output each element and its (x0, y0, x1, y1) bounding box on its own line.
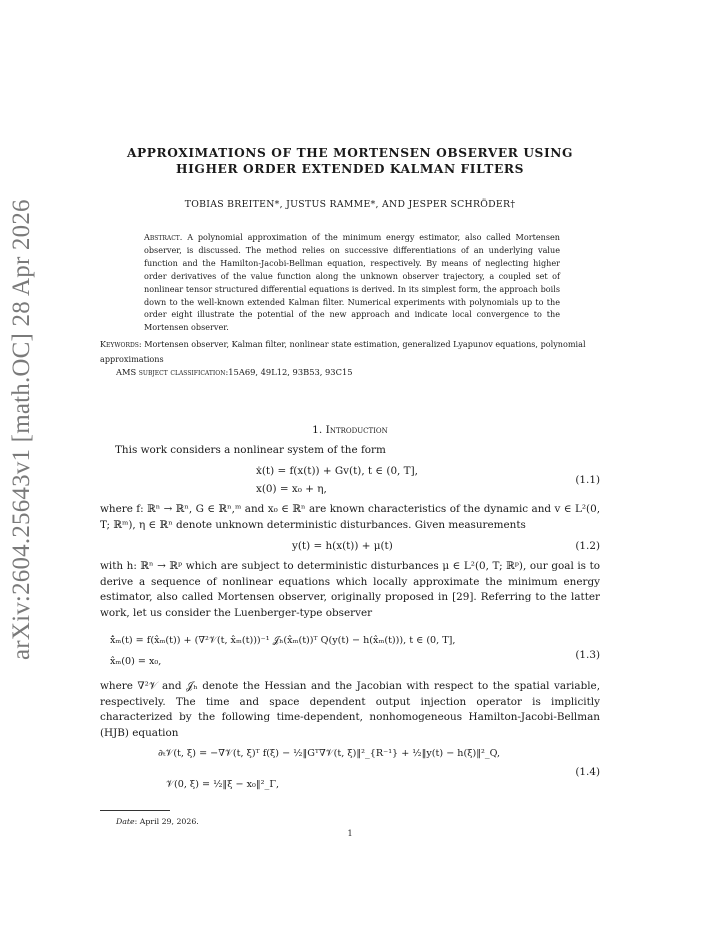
equation-number-1-3: (1.3) (575, 649, 600, 661)
title-line-1: APPROXIMATIONS OF THE MORTENSEN OBSERVER USING (126, 146, 574, 160)
intro-sentence: This work considers a nonlinear system of the form (115, 444, 386, 456)
paragraph-goal: with h: ℝⁿ → ℝᵖ which are subject to deterministic disturbances μ ∈ L²(0, T; ℝᵖ), our goal is to derive a sequence of nonlinear equations which locally approximate the minimum energy estimator, also called Mortensen observer, originally proposed in [29]. Referring to the latter work, let us consider the Luenberger-type observer (100, 560, 600, 619)
equation-number-1-1: (1.1) (575, 474, 600, 486)
equation-number-1-4: (1.4) (575, 766, 600, 778)
arxiv-identifier-stamp: arXiv:2604.25643v1 [math.OC] 28 Apr 2026 (8, 199, 35, 660)
title-line-2: HIGHER ORDER EXTENDED KALMAN FILTERS (176, 162, 524, 176)
equation-1-3-line-1: x̂̇ₘ(t) = f(x̂ₘ(t)) + (∇²𝒱(t, x̂ₘ(t)))⁻¹ 𝒥ₕ(x̂ₘ(t))ᵀ Q(y(t) − h(x̂ₘ(t))), t ∈ (0, T], (110, 635, 456, 646)
abstract-label: Abstract. (144, 232, 183, 242)
author-list: TOBIAS BREITEN*, JUSTUS RAMME*, AND JESPER SCHRÖDER† (184, 199, 516, 210)
ams-text: 15A69, 49L12, 93B53, 93C15 (228, 367, 353, 377)
equation-1-4-line-1: ∂ₜ𝒱(t, ξ) = −∇𝒱(t, ξ)ᵀ f(ξ) − ½‖Gᵀ∇𝒱(t, ξ)‖²_{R⁻¹} + ½‖y(t) − h(ξ)‖²_Q, (158, 748, 501, 759)
equation-1-1-line-2: x(0) = x₀ + η, (256, 483, 327, 495)
equation-number-1-2: (1.2) (575, 540, 600, 552)
paragraph-system-description: where f: ℝⁿ → ℝⁿ, G ∈ ℝⁿ,ᵐ and x₀ ∈ ℝⁿ are known characteristics of the dynamic and v ∈ L²(0, T; ℝᵐ), η ∈ ℝⁿ denote unknown deterministic disturbances. Given measurements (100, 503, 600, 531)
footnote-date (116, 817, 199, 826)
page-number: 1 (347, 829, 353, 838)
paragraph-hjb: where ∇²𝒱 and 𝒥ₕ denote the Hessian and the Jacobian with respect to the spatial variable, respectively. The time and space dependent output injection operator is implicitly characterized by the following time-dependent, nonhomogeneous Hamilton-Jacobi-Bellman (HJB) equation (100, 680, 600, 739)
footnote-text: : April 29, 2026. (134, 817, 199, 826)
equation-1-3-line-2: x̂ₘ(0) = x₀, (110, 656, 162, 667)
keywords-text: Mortensen observer, Kalman filter, nonlinear state estimation, generalized Lyapunov equations, polynomial approximations (100, 339, 586, 364)
footnote-label: Date (116, 817, 135, 826)
ams-label: AMS subject classification: (116, 367, 229, 377)
abstract-text: A polynomial approximation of the minimum energy estimator, also called Mortensen observer, is discussed. The method relies on successive differentiations of an underlying value function and the Hamilton-Jacobi-Bellman equation, respectively. By means of neglecting higher order derivatives of the value function along the unknown observer trajectory, a coupled set of nonlinear tensor structured differential equations is derived. In its simplest form, the approach boils down to the well-known extended Kalman filter. Numerical experiments with polynomials up to the order eight illustrate the potential of the new approach and indicate local convergence to the Mortensen observer. (144, 232, 560, 333)
equation-1-1-line-1: ẋ(t) = f(x(t)) + Gv(t), t ∈ (0, T], (256, 465, 418, 477)
keywords-label: Keywords: (100, 339, 142, 349)
keywords (100, 337, 602, 367)
equation-1-4-line-2: 𝒱(0, ξ) = ½‖ξ − x₀‖²_Γ, (166, 779, 280, 790)
equation-1-2: y(t) = h(x(t)) + μ(t) (292, 540, 393, 552)
footnote-rule (100, 810, 170, 811)
section-heading: 1. Introduction (312, 424, 388, 436)
paper-title (100, 145, 600, 177)
ams-classification (116, 367, 353, 377)
abstract (144, 231, 560, 334)
